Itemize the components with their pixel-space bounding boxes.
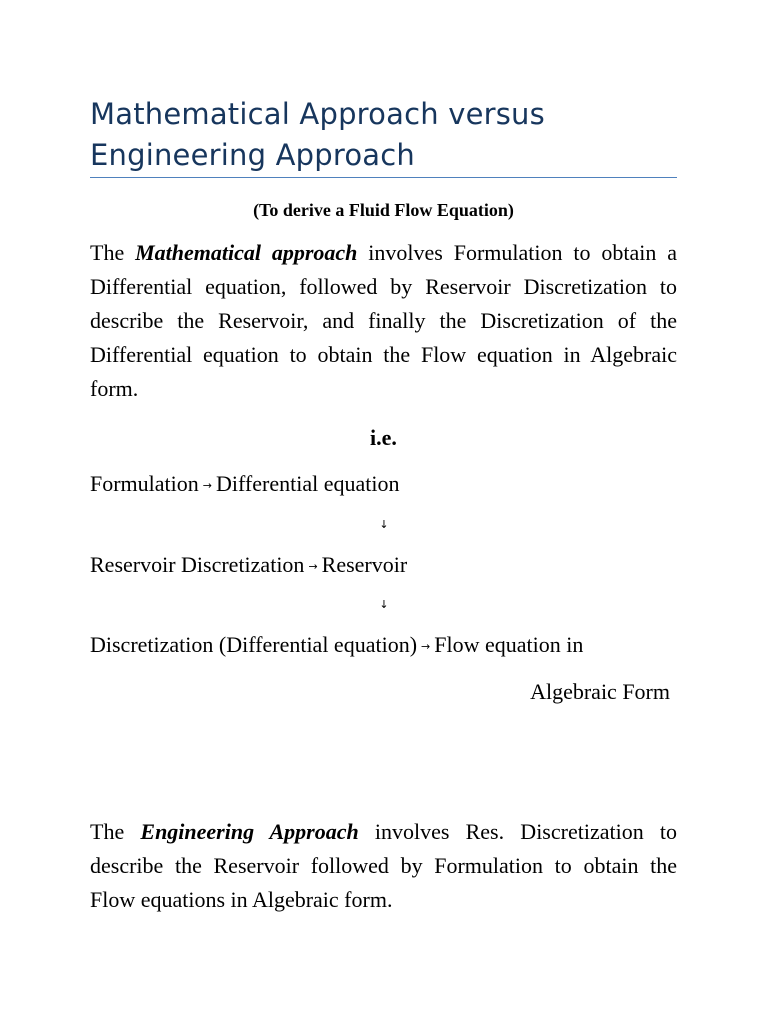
engineering-approach-paragraph: [90, 815, 677, 917]
flow-step-right-text: Reservoir: [321, 552, 408, 577]
mathematical-approach-paragraph: [90, 236, 677, 406]
flow-step-formulation: [90, 469, 399, 501]
flow-step-right-text: Differential equation: [216, 471, 400, 496]
flow-step-right-text: Flow equation in: [434, 632, 584, 657]
ie-label: i.e.: [370, 425, 397, 450]
flow-step-left-text: Discretization (Differential equation): [90, 632, 418, 657]
paragraph-lead-text: The: [90, 240, 136, 265]
flow-step-discretization: [90, 630, 583, 662]
document-title: Mathematical Approach versus Engineering Approach: [90, 97, 545, 172]
down-arrow-icon: ↓: [379, 598, 389, 611]
down-arrow-icon: ↓: [379, 518, 389, 531]
engineering-approach-term: Engineering Approach: [140, 819, 359, 844]
paragraph-lead-text: The: [90, 819, 141, 844]
paragraph-body-text: involves Formulation to obtain a Differential equation, followed by Reservoir Discretization to describe the Reservoir, and finally the Discretization of the Differential equation to obtain the Flow equation in Algebraic form.: [90, 240, 678, 401]
right-arrow-icon: →: [202, 478, 212, 492]
flow-step-reservoir-discretization: [90, 550, 407, 582]
right-arrow-icon: →: [308, 559, 318, 573]
mathematical-approach-term: Mathematical approach: [135, 240, 358, 265]
paragraph-body-text: involves Res. Discretization to describe the Reservoir followed by Formulation to obtain the Flow equations in Algebraic form.: [90, 819, 678, 912]
title-underline-rule: [90, 177, 677, 178]
flow-step-left-text: Reservoir Discretization: [90, 552, 305, 577]
document-subtitle: (To derive a Fluid Flow Equation): [253, 200, 514, 220]
flow-step-left-text: Formulation: [90, 471, 199, 496]
flow-step-continuation-text: Algebraic Form: [530, 679, 670, 704]
right-arrow-icon: →: [421, 639, 431, 653]
